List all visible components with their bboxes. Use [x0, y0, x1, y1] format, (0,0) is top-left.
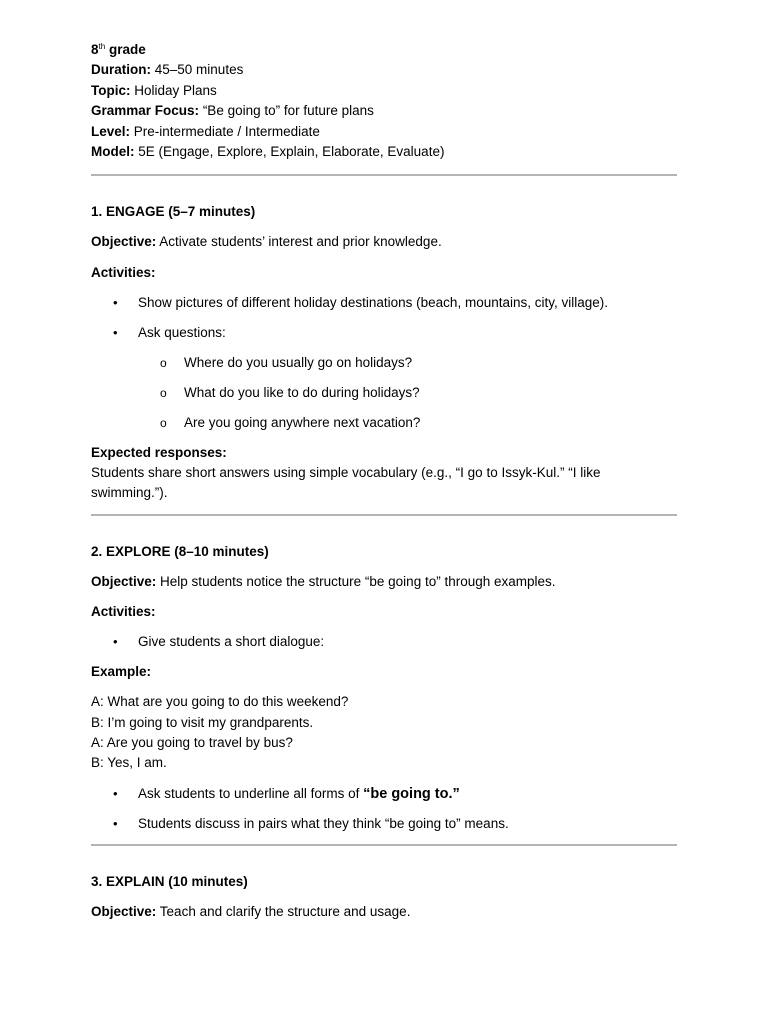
grade-number: 8 — [91, 42, 99, 57]
grammar-line — [91, 101, 677, 121]
grammar-label: Grammar Focus: — [91, 103, 200, 119]
grade-word: grade — [108, 42, 146, 57]
sub-list-item — [91, 383, 677, 403]
topic-label: Topic: — [91, 82, 131, 98]
list-item-text: Students discuss in pairs what they think “be going to” means. — [138, 815, 509, 831]
engage-section — [91, 202, 677, 503]
question-text: What do you like to do during holidays? — [184, 384, 420, 400]
grade-line — [91, 40, 677, 60]
list-item — [91, 814, 677, 834]
topic-line — [91, 81, 677, 101]
explore-tasks-list — [91, 784, 677, 834]
list-item — [91, 293, 677, 313]
list-item-text: Give students a short dialogue: — [138, 634, 325, 650]
divider — [91, 174, 677, 176]
expected-responses-label: Expected responses: — [91, 444, 227, 460]
lesson-header — [91, 40, 677, 162]
dialogue-line: B: I’m going to visit my grandparents. — [91, 714, 314, 730]
dialogue-line: A: Are you going to travel by bus? — [91, 735, 293, 751]
question-text: Where do you usually go on holidays? — [184, 354, 413, 370]
explore-activities-list — [91, 632, 677, 652]
dialogue-line: A: What are you going to do this weekend? — [91, 694, 349, 710]
explain-section — [91, 872, 677, 922]
sub-list-item — [91, 413, 677, 433]
topic-value: Holiday Plans — [134, 82, 217, 98]
grade-superscript: th — [98, 42, 106, 51]
engage-activities-list — [91, 293, 677, 343]
explore-section — [91, 542, 677, 834]
activities-label: Activities: — [91, 264, 156, 280]
divider — [91, 514, 677, 516]
sub-list-item — [91, 353, 677, 373]
level-value: Pre-intermediate / Intermediate — [133, 123, 320, 139]
activities-label: Activities: — [91, 604, 156, 620]
duration-value: 45–50 minutes — [154, 62, 244, 78]
question-text: Are you going anywhere next vacation? — [184, 414, 421, 430]
level-line — [91, 122, 677, 142]
circle-bullet-icon: o — [160, 385, 167, 400]
list-item — [91, 323, 677, 343]
grammar-value: “Be going to” for future plans — [202, 103, 374, 119]
list-item — [91, 784, 677, 804]
engage-questions-list — [91, 353, 677, 433]
explore-title: 2. EXPLORE (8–10 minutes) — [91, 543, 269, 559]
list-item — [91, 632, 677, 652]
objective-label: Objective: — [91, 234, 157, 250]
circle-bullet-icon: o — [160, 415, 167, 430]
objective-text: Help students notice the structure “be going to” through examples. — [160, 573, 556, 589]
expected-responses-text: Students share short answers using simple vocabulary (e.g., “I go to Issyk-Kul.” “I like swimming.”). — [91, 464, 601, 501]
engage-objective — [91, 232, 677, 252]
list-item-text: Ask questions: — [138, 324, 226, 340]
circle-bullet-icon: o — [160, 355, 167, 370]
list-item-text: Show pictures of different holiday destinations (beach, mountains, city, village). — [138, 294, 609, 310]
model-line — [91, 142, 677, 162]
list-item-text: Ask students to underline all forms of — [138, 785, 364, 801]
explain-objective — [91, 902, 677, 922]
dialogue-line: B: Yes, I am. — [91, 755, 167, 771]
objective-text: Teach and clarify the structure and usage. — [159, 903, 411, 919]
example-dialogue — [91, 692, 677, 774]
engage-title: 1. ENGAGE (5–7 minutes) — [91, 204, 256, 220]
model-value: 5E (Engage, Explore, Explain, Elaborate, Evaluate) — [138, 144, 445, 160]
list-item-bold: “be going to.” — [363, 785, 460, 802]
model-label: Model: — [91, 144, 135, 160]
level-label: Level: — [91, 123, 131, 139]
objective-label: Objective: — [91, 573, 157, 589]
explore-objective — [91, 572, 677, 592]
example-label: Example: — [91, 664, 152, 680]
explain-title: 3. EXPLAIN (10 minutes) — [91, 873, 248, 889]
objective-text: Activate students’ interest and prior knowledge. — [159, 234, 442, 250]
duration-label: Duration: — [91, 62, 151, 78]
objective-label: Objective: — [91, 903, 157, 919]
document-content — [91, 40, 677, 922]
divider — [91, 844, 677, 846]
duration-line — [91, 60, 677, 80]
